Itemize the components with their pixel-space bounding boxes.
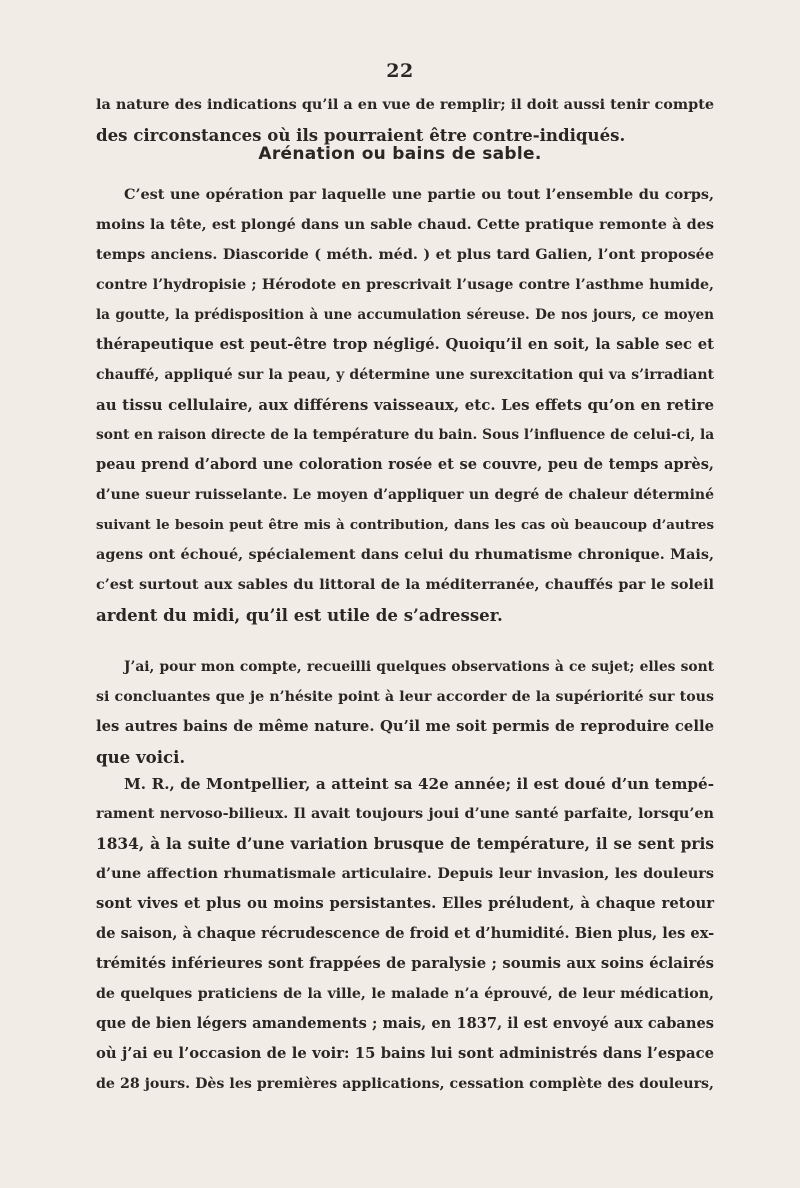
- text-line: chauffé, appliqué sur la peau, y détermine une surexcitation qui va s’irradiant: [96, 367, 714, 383]
- text-line: moins la tête, est plongé dans un sable chaud. Cette pratique remonte à des: [96, 216, 714, 233]
- text-line: thérapeutique est peut-être trop négligé. Quoiqu’il en soit, la sable sec et: [96, 336, 714, 353]
- text-line: suivant le besoin peut être mis à contribution, dans les cas où beaucoup d’autres: [96, 517, 714, 533]
- text-line: temps anciens. Diascoride ( méth. méd. ) et plus tard Galien, l’ont proposée: [96, 246, 714, 263]
- text-line: la goutte, la prédisposition à une accumulation séreuse. De nos jours, ce moyen: [96, 307, 714, 323]
- paragraph-3: [96, 769, 714, 1099]
- text-line: sont vives et plus ou moins persistantes. Elles préludent, à chaque retour: [96, 895, 714, 912]
- text-line: que voici.: [96, 747, 186, 767]
- paragraph-1: [96, 180, 714, 630]
- text-line: de 28 jours. Dès les premières applications, cessation complète des douleurs,: [96, 1076, 714, 1092]
- page-number: 22: [386, 60, 414, 82]
- text-line: contre l’hydropisie ; Hérodote en prescrivait l’usage contre l’asthme humide,: [96, 277, 714, 293]
- text-line: des circonstances où ils pourraient être contre-indiqués.: [96, 125, 626, 145]
- text-line: de quelques praticiens de la ville, le malade n’a éprouvé, de leur médication,: [96, 986, 714, 1002]
- text-line: 1834, à la suite d’une variation brusque de température, il se sent pris: [96, 835, 714, 853]
- text-line: C’est une opération par laquelle une partie ou tout l’ensemble du corps,: [124, 186, 714, 203]
- text-line: au tissu cellulaire, aux différens vaisseaux, etc. Les effets qu’on en retire: [96, 396, 714, 414]
- text-line: J’ai, pour mon compte, recueilli quelques observations à ce sujet; elles sont: [124, 659, 714, 675]
- paragraph-2: [96, 652, 714, 772]
- text-line: si concluantes que je n’hésite point à leur accorder de la supériorité sur tous: [96, 689, 714, 705]
- text-line: peau prend d’abord une coloration rosée et se couvre, peu de temps après,: [96, 456, 714, 473]
- text-line: de saison, à chaque récrudescence de froid et d’humidité. Bien plus, les ex-: [96, 925, 715, 942]
- text-line: ardent du midi, qu’il est utile de s’adresser.: [96, 605, 503, 625]
- text-line: c’est surtout aux sables du littoral de la méditerranée, chauffés par le soleil: [96, 576, 714, 593]
- text-line: rament nervoso-bilieux. Il avait toujours joui d’une santé parfaite, lorsqu’en: [96, 805, 714, 822]
- intro-paragraph: [96, 90, 714, 150]
- text-line: d’une affection rhumatismale articulaire. Depuis leur invasion, les douleurs: [96, 865, 714, 882]
- text-line: que de bien légers amandements ; mais, en 1837, il est envoyé aux cabanes: [96, 1015, 714, 1032]
- text-line: d’une sueur ruisselante. Le moyen d’appliquer un degré de chaleur déterminé: [96, 487, 714, 503]
- text-line: où j’ai eu l’occasion de le voir: 15 bains lui sont administrés dans l’espace: [96, 1045, 714, 1062]
- text-line: agens ont échoué, spécialement dans celui du rhumatisme chronique. Mais,: [96, 546, 714, 563]
- text-line: M. R., de Montpellier, a atteint sa 42e année; il est doué d’un tempé-: [124, 775, 714, 793]
- section-heading: Arénation ou bains de sable.: [258, 144, 542, 164]
- text-line: la nature des indications qu’il a en vue de remplir; il doit aussi tenir compte: [96, 96, 714, 113]
- text-line: les autres bains de même nature. Qu’il me soit permis de reproduire celle: [96, 718, 714, 735]
- text-line: trémités inférieures sont frappées de paralysie ; soumis aux soins éclairés: [96, 955, 714, 972]
- text-line: sont en raison directe de la température du bain. Sous l’influence de celui-ci, la: [96, 427, 715, 443]
